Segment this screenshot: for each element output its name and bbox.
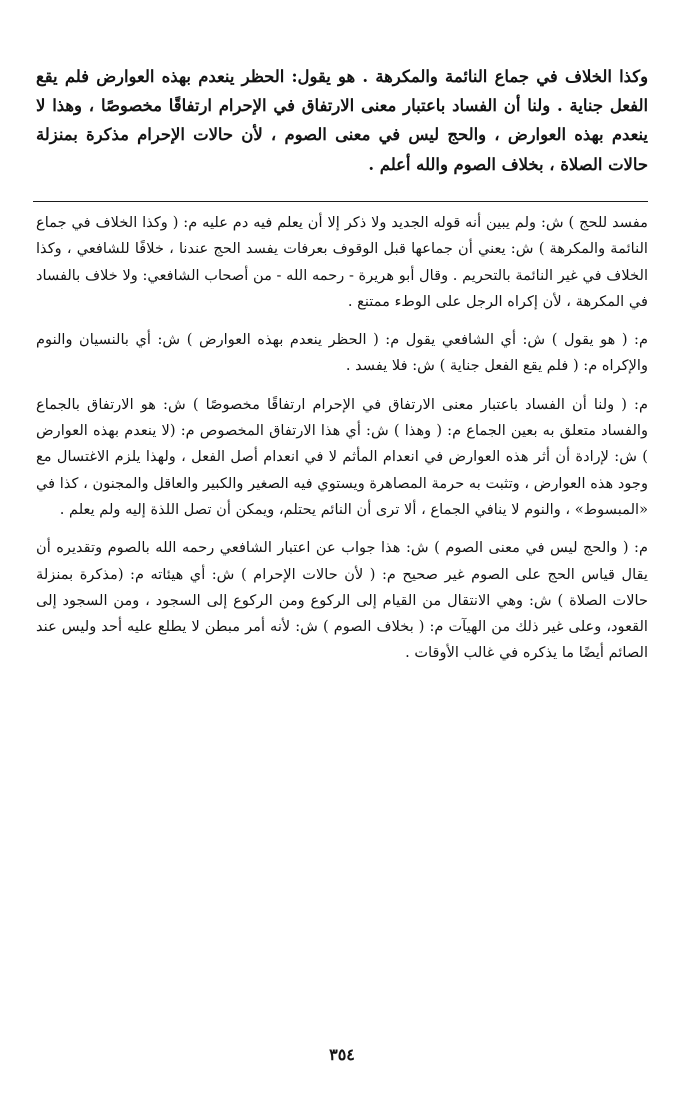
main-text: وكذا الخلاف في جماع النائمة والمكرهة . هو يقول: الحظر ينعدم بهذه العوارض فلم يقع الفعل جناية . ولنا أن الفساد باعتبار معنى الارتفاق في الإحرام ارتفاقًا مخصوصًا ، وهذا لا ينعدم بهذه العوارض ، والحج ليس في معنى الصوم ، لأن حالات الإحرام مذكرة بمنزلة حالات الصلاة ، بخلاف الصوم والله أعلم . xyxy=(36,67,648,174)
footnote-divider xyxy=(33,201,648,202)
commentary-paragraph: م: ( هو يقول ) ش: أي الشافعي يقول م: ( الحظر ينعدم بهذه العوارض ) ش: أي بالنسيان والنوم والإكراه م: ( فلم يقع الفعل جناية ) ش: فلا يفسد . xyxy=(36,331,648,375)
commentary-paragraph: م: ( ولنا أن الفساد باعتبار معنى الارتفاق في الإحرام ارتفاقًا مخصوصًا ) ش: هو الارتفاق بالجماع والفساد متعلق به بعين الجماع م: ( وهذا ) ش: أي هذا الارتفاق المخصوص م: (لا ينعدم بهذه العوارض ) ش: لإرادة أن أثر هذه العوارض في انعدام المأثم لا في انعدام أصل الفعل ، ولهذا يلزم الاغتسال مع وجود هذه العوارض ، وتثبت به حرمة المصاهرة ويستوي فيه الصغير والكبير والعاقل والمجنون ، كذا في «المبسوط» ، والنوم لا ينافي الجماع ، ألا ترى أن النائم يحتلم، ويمكن أن تصل اللذة إليه ولم يعلم . xyxy=(36,395,648,518)
commentary xyxy=(36,210,648,679)
page-number: ٣٥٤ xyxy=(329,1045,355,1064)
commentary-paragraph: مفسد للحج ) ش: ولم يبين أنه قوله الجديد ولا ذكر إلا أن يعلم فيه دم عليه م: ( وكذا الخلاف في جماع النائمة والمكرهة ) ش: يعني أن جماعها قبل الوقوف بعرفات يفسد الحج عندنا ، خلافًا للشافعي ، وكذا الخلاف في غير النائمة بالتحريم . وقال أبو هريرة - رحمه الله - من أصحاب الشافعي: ولا خلاف بالفساد في المكرهة ، لأن إكراه الرجل على الوطء ممتنع . xyxy=(36,214,648,310)
commentary-paragraph: م: ( والحج ليس في معنى الصوم ) ش: هذا جواب عن اعتبار الشافعي رحمه الله بالصوم وتقديره أن يقال قياس الحج على الصوم غير صحيح م: ( لأن حالات الإحرام ) ش: أي هيئاته م: (مذكرة بمنزلة حالات الصلاة ) ش: وهي الانتقال من القيام إلى الركوع ومن الركوع إلى السجود ، ومن السجود إلى القعود، وعلى غير ذلك من الهيآت م: ( بخلاف الصوم ) ش: لأنه أمر مبطن لا يطلع عليه أحد وليس عند الصائم أيضًا ما يذكره في غالب الأوقات . xyxy=(36,539,648,662)
